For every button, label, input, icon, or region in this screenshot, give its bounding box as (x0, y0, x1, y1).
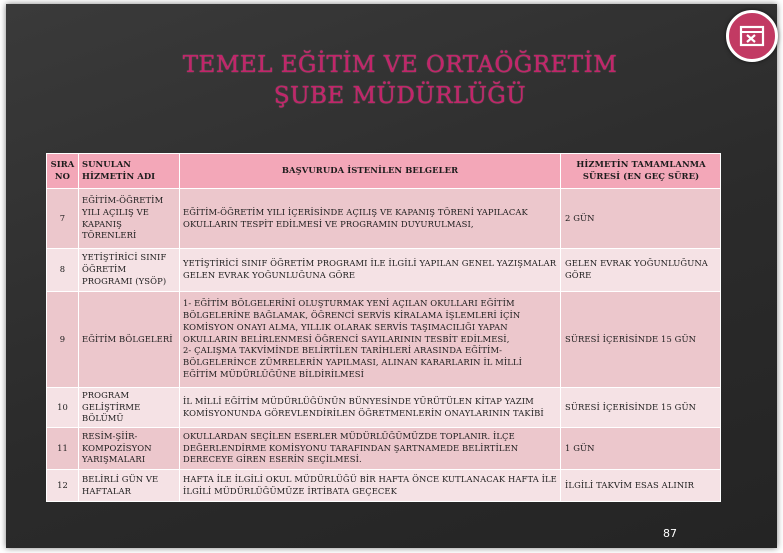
slide-title-line-2: ŞUBE MÜDÜRLÜĞÜ (273, 83, 527, 109)
header-duration: HİZMETİN TAMAMLANMA SÜRESİ (EN GEÇ SÜRE) (561, 154, 721, 189)
table-row (47, 189, 721, 249)
row-no: 11 (47, 428, 79, 470)
row-duration: 2 GÜN (561, 189, 721, 249)
row-duration: SÜRESİ İÇERİSİNDE 15 GÜN (561, 388, 721, 428)
row-duration: İLGİLİ TAKVİM ESAS ALINIR (561, 470, 721, 502)
row-documents: HAFTA İLE İLGİLİ OKUL MÜDÜRLÜĞÜ BİR HAFTA ÖNCE KUTLANACAK HAFTA İLE İLGİLİ MÜDÜRLÜĞÜMÜZE İRTİBATA GEÇECEK (180, 470, 561, 502)
row-documents: EĞİTİM-ÖĞRETİM YILI İÇERİSİNDE AÇILIŞ VE KAPANIŞ TÖRENİ YAPILACAK OKULLARIN TESPİT EDİLMESİ VE PROGRAMIN DUYURULMASI, (180, 189, 561, 249)
row-documents: 1- EĞİTİM BÖLGELERİNİ OLUŞTURMAK YENİ AÇILAN OKULLARI EĞİTİM BÖLGELERİNE BAĞLAMAK, ÖĞRENCİ SERVİS KİRALAMA İŞLEMLERİ İÇİN KOMİSYON ONAYI ALMA, YILLIK OLARAK SERVİS TAŞIMACILIĞI YAPAN OKULLARIN BELİRLENMESİ ÖĞRENCİ SAYILARININ TESBİT EDİLMESİ, 2- ÇALIŞMA TAKVİMİNDE BELİRTİLEN TARİHLERİ ARASINDA EĞİTİM-BÖLGELERİNCE ZÜMRELERİN YAPILMASI, ALINAN KARARLARIN İL MİLLİ EĞİTİM MÜDÜRLÜĞÜNE BİLDİRİLMESİ (180, 292, 561, 388)
slide-title-line-1: TEMEL EĞİTİM VE ORTAÖĞRETİM (182, 52, 618, 78)
row-no: 7 (47, 189, 79, 249)
row-duration: SÜRESİ İÇERİSİNDE 15 GÜN (561, 292, 721, 388)
row-service: EĞİTİM-ÖĞRETİM YILI AÇILIŞ VE KAPANIŞ TÖRENLERİ (79, 189, 180, 249)
row-no: 12 (47, 470, 79, 502)
table-row (47, 428, 721, 470)
row-duration: GELEN EVRAK YOĞUNLUĞUNA GÖRE (561, 249, 721, 292)
header-no: SIRA NO (47, 154, 79, 189)
services-table (46, 153, 721, 502)
row-service: RESİM-ŞİİR-KOMPOZİSYON YARIŞMALARI (79, 428, 180, 470)
row-service: YETİŞTİRİCİ SINIF ÖĞRETİM PROGRAMI (YSÖP) (79, 249, 180, 292)
table-row (47, 470, 721, 502)
window-close-icon (738, 23, 766, 49)
row-service: BELİRLİ GÜN VE HAFTALAR (79, 470, 180, 502)
table-row (47, 249, 721, 292)
row-duration: 1 GÜN (561, 428, 721, 470)
row-no: 8 (47, 249, 79, 292)
table-header-row (47, 154, 721, 189)
page-number: 87 (663, 527, 677, 540)
row-no: 9 (47, 292, 79, 388)
header-service: SUNULAN HİZMETİN ADI (79, 154, 180, 189)
row-service: EĞİTİM BÖLGELERİ (79, 292, 180, 388)
close-slide-button[interactable] (726, 10, 778, 62)
table-row (47, 388, 721, 428)
row-documents: İL MİLLİ EĞİTİM MÜDÜRLÜĞÜNÜN BÜNYESİNDE YÜRÜTÜLEN KİTAP YAZIM KOMİSYONUNDA GÖREVLENDİRİLEN ÖĞRETMENLERİN ONAYLARININ TAKİBİ (180, 388, 561, 428)
row-documents: YETİŞTİRİCİ SINIF ÖĞRETİM PROGRAMI İLE İLGİLİ YAPILAN GENEL YAZIŞMALAR GELEN EVRAK YOĞUNLUĞUNA GÖRE (180, 249, 561, 292)
header-documents: BAŞVURUDA İSTENİLEN BELGELER (180, 154, 561, 189)
row-service: PROGRAM GELİŞTİRME BÖLÜMÜ (79, 388, 180, 428)
row-no: 10 (47, 388, 79, 428)
table-row (47, 292, 721, 388)
row-documents: OKULLARDAN SEÇİLEN ESERLER MÜDÜRLÜĞÜMÜZDE TOPLANIR. İLÇE DEĞERLENDİRME KOMİSYONU TARAFINDAN ŞARTNAMEDE BELİRTİLEN DERECEYE GİREN ESERİN SEÇİLMESİ. (180, 428, 561, 470)
